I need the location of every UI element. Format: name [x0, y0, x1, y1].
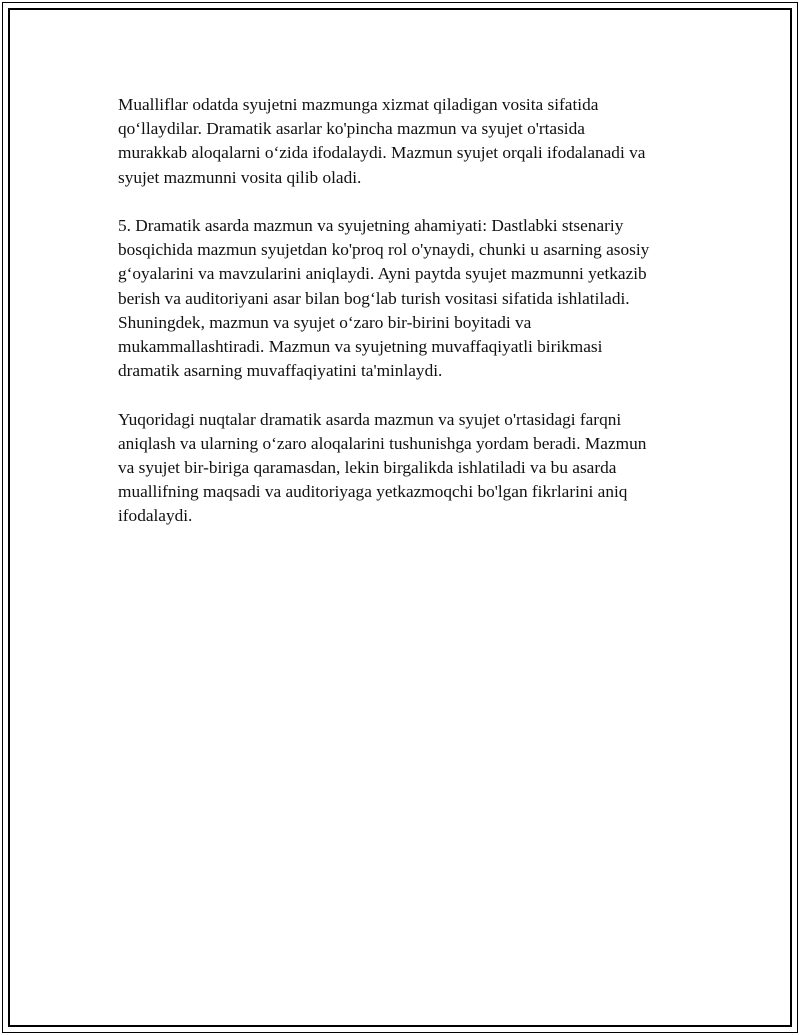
document-body [118, 93, 698, 553]
paragraph-2: 5. Dramatik asarda mazmun va syujetning ahamiyati: Dastlabki stsenariy bosqichida mazmun syujetdan ko'proq rol o'ynaydi, chunki u asarning asosiy g‘oyalarini va mavzularini aniqlaydi. Ayni paytda syujet mazmunni yetkazib berish va auditoriyani asar bilan bog‘lab turish vositasi sifatida ishlatiladi. Shuningdek, mazmun va syujet o‘zaro bir-birini boyitadi va mukammallashtiradi. Mazmun va syujetning muvaffaqiyatli birikmasi dramatik asarning muvaffaqiyatini ta'minlaydi. [118, 216, 650, 381]
paragraph-1: Mualliflar odatda syujetni mazmunga xizmat qiladigan vosita sifatida qo‘llaydilar. Dramatik asarlar ko'pincha mazmun va syujet o'rtasida murakkab aloqalarni o‘zida ifodalaydi. Mazmun syujet orqali ifodalanadi va syujet mazmunni vosita qilib oladi. [118, 95, 646, 187]
paragraph-3: Yuqoridagi nuqtalar dramatik asarda mazmun va syujet o'rtasidagi farqni aniqlash va ularning o‘zaro aloqalarini tushunishga yordam beradi. Mazmun va syujet bir-biriga qaramasdan, lekin birgalikda ishlatiladi va bu asarda muallifning maqsadi va auditoriyaga yetkazmoqchi bo'lgan fikrlarini aniq ifodalaydi. [118, 409, 647, 526]
